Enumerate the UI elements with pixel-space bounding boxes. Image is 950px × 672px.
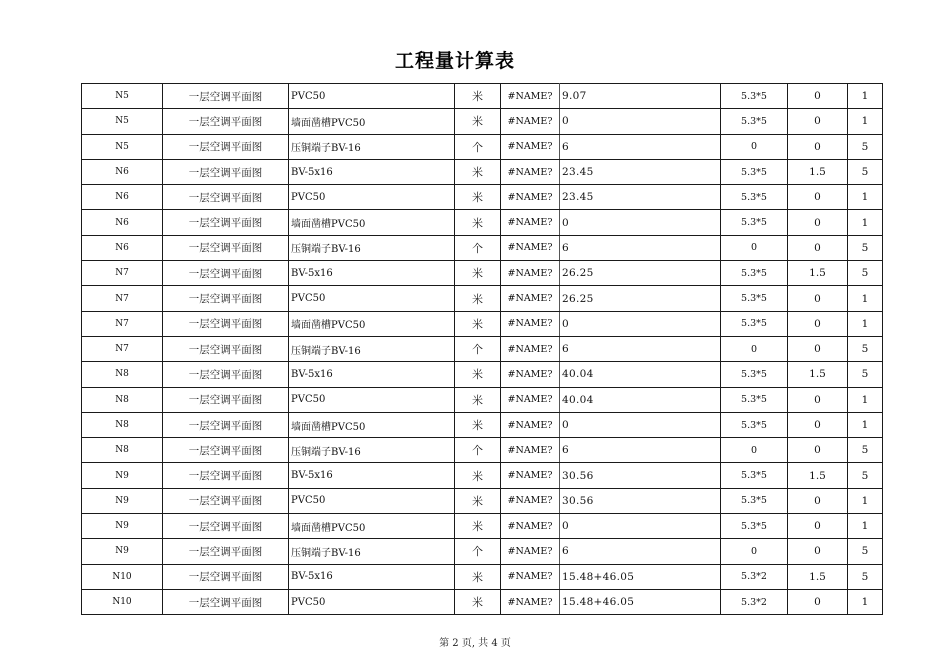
cell-code[interactable]: N10 — [82, 564, 163, 589]
cell-count[interactable]: 5 — [848, 336, 883, 361]
cell-unit[interactable]: 个 — [455, 539, 501, 564]
cell-code[interactable]: N5 — [82, 109, 163, 134]
cell-drawing[interactable]: 一层空调平面图 — [163, 336, 289, 361]
cell-quantity[interactable]: #NAME? — [501, 311, 560, 336]
cell-expression[interactable]: 15.48+46.05 — [560, 589, 721, 614]
cell-drawing[interactable]: 一层空调平面图 — [163, 564, 289, 589]
cell-code[interactable]: N7 — [82, 261, 163, 286]
cell-item[interactable]: 压铜端子BV-16 — [289, 134, 455, 159]
cell-factor[interactable]: 5.3*5 — [721, 463, 788, 488]
cell-factor[interactable]: 0 — [721, 134, 788, 159]
cell-item[interactable]: BV-5x16 — [289, 261, 455, 286]
cell-item[interactable]: BV-5x16 — [289, 463, 455, 488]
table-body — [82, 84, 883, 615]
cell-count[interactable]: 1 — [848, 210, 883, 235]
cell-count[interactable]: 5 — [848, 438, 883, 463]
cell-factor[interactable]: 5.3*5 — [721, 261, 788, 286]
cell-code[interactable]: N10 — [82, 589, 163, 614]
cell-quantity[interactable]: #NAME? — [501, 564, 560, 589]
cell-expression[interactable]: 6 — [560, 336, 721, 361]
cell-count[interactable]: 1 — [848, 589, 883, 614]
cell-code[interactable]: N6 — [82, 185, 163, 210]
cell-unit[interactable]: 米 — [455, 210, 501, 235]
cell-drawing[interactable]: 一层空调平面图 — [163, 261, 289, 286]
cell-item[interactable]: 压铜端子BV-16 — [289, 539, 455, 564]
cell-expression[interactable]: 6 — [560, 539, 721, 564]
cell-factor[interactable]: 5.3*5 — [721, 210, 788, 235]
cell-count[interactable]: 1 — [848, 387, 883, 412]
cell-item[interactable]: PVC50 — [289, 286, 455, 311]
table-row — [82, 261, 883, 286]
cell-unit[interactable]: 米 — [455, 412, 501, 437]
cell-item[interactable]: 压铜端子BV-16 — [289, 336, 455, 361]
cell-unit[interactable]: 米 — [455, 488, 501, 513]
cell-item[interactable]: 墙面凿槽PVC50 — [289, 412, 455, 437]
cell-code[interactable]: N8 — [82, 387, 163, 412]
cell-drawing[interactable]: 一层空调平面图 — [163, 185, 289, 210]
cell-count[interactable]: 5 — [848, 539, 883, 564]
cell-extra[interactable]: 1.5 — [788, 159, 848, 184]
cell-quantity[interactable]: #NAME? — [501, 488, 560, 513]
cell-quantity[interactable]: #NAME? — [501, 514, 560, 539]
cell-expression[interactable]: 6 — [560, 438, 721, 463]
table-row — [82, 463, 883, 488]
cell-quantity[interactable]: #NAME? — [501, 387, 560, 412]
cell-unit[interactable]: 个 — [455, 134, 501, 159]
cell-item[interactable]: BV-5x16 — [289, 564, 455, 589]
cell-drawing[interactable]: 一层空调平面图 — [163, 235, 289, 260]
cell-extra[interactable]: 1.5 — [788, 463, 848, 488]
cell-unit[interactable]: 米 — [455, 589, 501, 614]
cell-code[interactable]: N9 — [82, 539, 163, 564]
cell-code[interactable]: N9 — [82, 463, 163, 488]
cell-factor[interactable]: 5.3*2 — [721, 589, 788, 614]
cell-count[interactable]: 5 — [848, 134, 883, 159]
cell-quantity[interactable]: #NAME? — [501, 261, 560, 286]
page-footer: 第 2 页, 共 4 页 — [439, 638, 511, 649]
cell-extra[interactable]: 1.5 — [788, 261, 848, 286]
cell-drawing[interactable]: 一层空调平面图 — [163, 286, 289, 311]
cell-extra[interactable]: 0 — [788, 438, 848, 463]
cell-extra[interactable]: 0 — [788, 235, 848, 260]
cell-drawing[interactable]: 一层空调平面图 — [163, 84, 289, 109]
cell-drawing[interactable]: 一层空调平面图 — [163, 210, 289, 235]
cell-count[interactable]: 1 — [848, 488, 883, 513]
cell-code[interactable]: N6 — [82, 210, 163, 235]
table-row — [82, 488, 883, 513]
cell-code[interactable]: N7 — [82, 336, 163, 361]
cell-expression[interactable]: 40.04 — [560, 362, 721, 387]
cell-expression[interactable]: 26.25 — [560, 286, 721, 311]
quantity-table — [81, 83, 883, 615]
cell-factor[interactable]: 5.3*5 — [721, 185, 788, 210]
cell-quantity[interactable]: #NAME? — [501, 109, 560, 134]
cell-item[interactable]: PVC50 — [289, 589, 455, 614]
cell-extra[interactable]: 0 — [788, 185, 848, 210]
cell-count[interactable]: 5 — [848, 463, 883, 488]
cell-drawing[interactable]: 一层空调平面图 — [163, 488, 289, 513]
cell-item[interactable]: 墙面凿槽PVC50 — [289, 109, 455, 134]
cell-drawing[interactable]: 一层空调平面图 — [163, 387, 289, 412]
cell-code[interactable]: N5 — [82, 134, 163, 159]
cell-expression[interactable]: 9.07 — [560, 84, 721, 109]
table-row — [82, 589, 883, 614]
table-row — [82, 210, 883, 235]
cell-code[interactable]: N6 — [82, 235, 163, 260]
cell-unit[interactable]: 米 — [455, 286, 501, 311]
cell-extra[interactable]: 0 — [788, 412, 848, 437]
cell-expression[interactable]: 6 — [560, 235, 721, 260]
cell-drawing[interactable]: 一层空调平面图 — [163, 109, 289, 134]
cell-unit[interactable]: 米 — [455, 387, 501, 412]
cell-unit[interactable]: 米 — [455, 564, 501, 589]
cell-item[interactable]: PVC50 — [289, 387, 455, 412]
cell-code[interactable]: N5 — [82, 84, 163, 109]
table-row — [82, 84, 883, 109]
table-row — [82, 185, 883, 210]
cell-quantity[interactable]: #NAME? — [501, 362, 560, 387]
cell-extra[interactable]: 1.5 — [788, 564, 848, 589]
cell-expression[interactable]: 0 — [560, 109, 721, 134]
cell-count[interactable]: 1 — [848, 514, 883, 539]
cell-quantity[interactable]: #NAME? — [501, 412, 560, 437]
cell-expression[interactable]: 0 — [560, 514, 721, 539]
cell-count[interactable]: 5 — [848, 235, 883, 260]
cell-factor[interactable]: 0 — [721, 438, 788, 463]
cell-drawing[interactable]: 一层空调平面图 — [163, 412, 289, 437]
table-row — [82, 387, 883, 412]
cell-expression[interactable]: 6 — [560, 134, 721, 159]
cell-extra[interactable]: 1.5 — [788, 362, 848, 387]
cell-extra[interactable]: 0 — [788, 387, 848, 412]
cell-expression[interactable]: 0 — [560, 412, 721, 437]
cell-extra[interactable]: 0 — [788, 286, 848, 311]
cell-item[interactable]: 压铜端子BV-16 — [289, 235, 455, 260]
table-row — [82, 539, 883, 564]
table-row — [82, 564, 883, 589]
cell-drawing[interactable]: 一层空调平面图 — [163, 311, 289, 336]
cell-count[interactable]: 1 — [848, 84, 883, 109]
table-row — [82, 514, 883, 539]
cell-item[interactable]: PVC50 — [289, 488, 455, 513]
table-row — [82, 438, 883, 463]
cell-quantity[interactable]: #NAME? — [501, 539, 560, 564]
cell-quantity[interactable]: #NAME? — [501, 210, 560, 235]
table-row — [82, 286, 883, 311]
cell-code[interactable]: N9 — [82, 514, 163, 539]
cell-drawing[interactable]: 一层空调平面图 — [163, 463, 289, 488]
cell-quantity[interactable]: #NAME? — [501, 84, 560, 109]
cell-drawing[interactable]: 一层空调平面图 — [163, 134, 289, 159]
cell-expression[interactable]: 26.25 — [560, 261, 721, 286]
cell-factor[interactable]: 5.3*2 — [721, 564, 788, 589]
cell-item[interactable]: 墙面凿槽PVC50 — [289, 514, 455, 539]
cell-expression[interactable]: 40.04 — [560, 387, 721, 412]
cell-factor[interactable]: 5.3*5 — [721, 514, 788, 539]
cell-drawing[interactable]: 一层空调平面图 — [163, 159, 289, 184]
cell-drawing[interactable]: 一层空调平面图 — [163, 438, 289, 463]
cell-code[interactable]: N6 — [82, 159, 163, 184]
cell-unit[interactable]: 米 — [455, 185, 501, 210]
cell-factor[interactable]: 5.3*5 — [721, 412, 788, 437]
cell-expression[interactable]: 0 — [560, 311, 721, 336]
cell-unit[interactable]: 米 — [455, 311, 501, 336]
cell-factor[interactable]: 0 — [721, 539, 788, 564]
cell-factor[interactable]: 5.3*5 — [721, 109, 788, 134]
cell-factor[interactable]: 5.3*5 — [721, 84, 788, 109]
cell-extra[interactable]: 0 — [788, 109, 848, 134]
cell-drawing[interactable]: 一层空调平面图 — [163, 539, 289, 564]
cell-unit[interactable]: 米 — [455, 109, 501, 134]
cell-unit[interactable]: 个 — [455, 438, 501, 463]
cell-count[interactable]: 1 — [848, 286, 883, 311]
table-row — [82, 362, 883, 387]
cell-item[interactable]: PVC50 — [289, 84, 455, 109]
cell-extra[interactable]: 0 — [788, 539, 848, 564]
page-title: 工程量计算表 — [394, 50, 515, 72]
cell-expression[interactable]: 23.45 — [560, 185, 721, 210]
cell-item[interactable]: PVC50 — [289, 185, 455, 210]
cell-code[interactable]: N7 — [82, 286, 163, 311]
cell-quantity[interactable]: #NAME? — [501, 286, 560, 311]
cell-quantity[interactable]: #NAME? — [501, 159, 560, 184]
cell-extra[interactable]: 0 — [788, 84, 848, 109]
cell-extra[interactable]: 0 — [788, 589, 848, 614]
cell-extra[interactable]: 0 — [788, 311, 848, 336]
cell-drawing[interactable]: 一层空调平面图 — [163, 514, 289, 539]
table-row — [82, 109, 883, 134]
cell-factor[interactable]: 5.3*5 — [721, 387, 788, 412]
cell-count[interactable]: 5 — [848, 159, 883, 184]
cell-expression[interactable]: 0 — [560, 210, 721, 235]
cell-unit[interactable]: 个 — [455, 235, 501, 260]
cell-unit[interactable]: 米 — [455, 514, 501, 539]
cell-count[interactable]: 1 — [848, 311, 883, 336]
cell-extra[interactable]: 0 — [788, 488, 848, 513]
cell-extra[interactable]: 0 — [788, 514, 848, 539]
table-row — [82, 134, 883, 159]
cell-factor[interactable]: 5.3*5 — [721, 311, 788, 336]
table-row — [82, 336, 883, 361]
cell-count[interactable]: 1 — [848, 109, 883, 134]
cell-code[interactable]: N8 — [82, 362, 163, 387]
cell-count[interactable]: 5 — [848, 564, 883, 589]
cell-code[interactable]: N8 — [82, 412, 163, 437]
cell-item[interactable]: 墙面凿槽PVC50 — [289, 210, 455, 235]
table-row — [82, 412, 883, 437]
cell-unit[interactable]: 米 — [455, 84, 501, 109]
table-row — [82, 159, 883, 184]
cell-item[interactable]: 压铜端子BV-16 — [289, 438, 455, 463]
cell-quantity[interactable]: #NAME? — [501, 463, 560, 488]
cell-extra[interactable]: 0 — [788, 336, 848, 361]
cell-extra[interactable]: 0 — [788, 210, 848, 235]
cell-drawing[interactable]: 一层空调平面图 — [163, 589, 289, 614]
cell-unit[interactable]: 米 — [455, 261, 501, 286]
cell-expression[interactable]: 15.48+46.05 — [560, 564, 721, 589]
cell-count[interactable]: 5 — [848, 362, 883, 387]
cell-unit[interactable]: 米 — [455, 159, 501, 184]
cell-item[interactable]: BV-5x16 — [289, 362, 455, 387]
cell-factor[interactable]: 5.3*5 — [721, 362, 788, 387]
cell-count[interactable]: 5 — [848, 261, 883, 286]
cell-count[interactable]: 1 — [848, 185, 883, 210]
cell-unit[interactable]: 个 — [455, 336, 501, 361]
cell-quantity[interactable]: #NAME? — [501, 589, 560, 614]
cell-unit[interactable]: 米 — [455, 362, 501, 387]
cell-quantity[interactable]: #NAME? — [501, 336, 560, 361]
cell-expression[interactable]: 23.45 — [560, 159, 721, 184]
cell-quantity[interactable]: #NAME? — [501, 134, 560, 159]
cell-expression[interactable]: 30.56 — [560, 463, 721, 488]
table-row — [82, 235, 883, 260]
cell-quantity[interactable]: #NAME? — [501, 235, 560, 260]
cell-extra[interactable]: 0 — [788, 134, 848, 159]
cell-factor[interactable]: 5.3*5 — [721, 159, 788, 184]
table-row — [82, 311, 883, 336]
cell-unit[interactable]: 米 — [455, 463, 501, 488]
cell-factor[interactable]: 5.3*5 — [721, 488, 788, 513]
cell-code[interactable]: N8 — [82, 438, 163, 463]
cell-code[interactable]: N9 — [82, 488, 163, 513]
cell-factor[interactable]: 5.3*5 — [721, 286, 788, 311]
cell-factor[interactable]: 0 — [721, 336, 788, 361]
cell-item[interactable]: BV-5x16 — [289, 159, 455, 184]
cell-quantity[interactable]: #NAME? — [501, 185, 560, 210]
cell-count[interactable]: 1 — [848, 412, 883, 437]
cell-code[interactable]: N7 — [82, 311, 163, 336]
cell-quantity[interactable]: #NAME? — [501, 438, 560, 463]
cell-factor[interactable]: 0 — [721, 235, 788, 260]
cell-drawing[interactable]: 一层空调平面图 — [163, 362, 289, 387]
cell-item[interactable]: 墙面凿槽PVC50 — [289, 311, 455, 336]
cell-expression[interactable]: 30.56 — [560, 488, 721, 513]
